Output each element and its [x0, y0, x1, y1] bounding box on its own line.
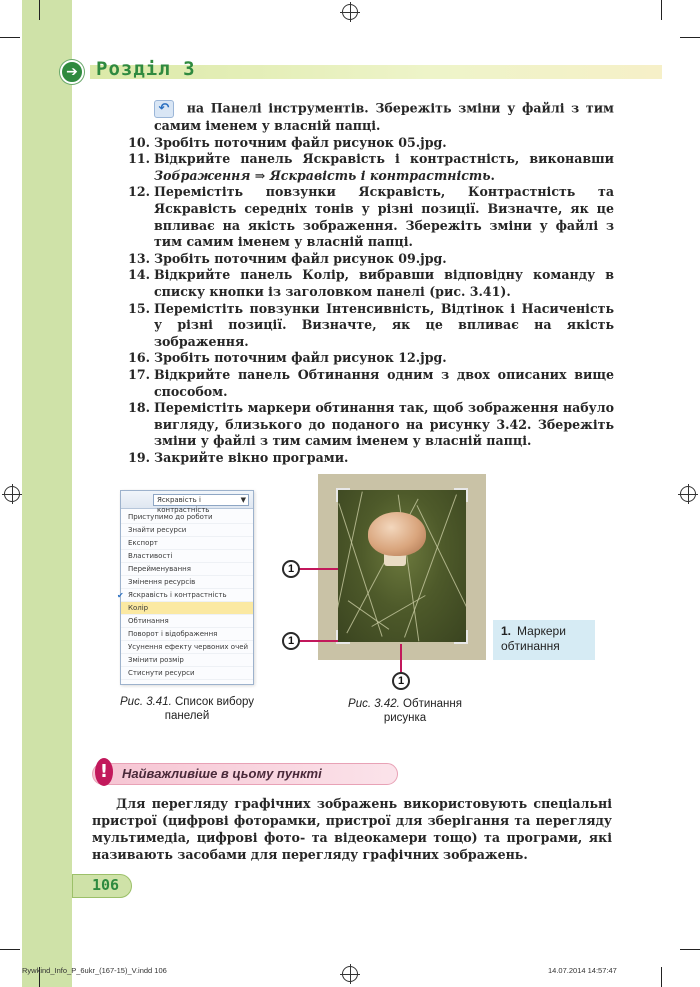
caption-text: Список вибору панелей — [164, 696, 254, 722]
figure-caption — [116, 695, 258, 723]
menu-path: Зображення ⇒ Яскравість і контрастність — [154, 167, 491, 183]
step-text: Перемістіть маркери обтинання так, щоб зображення набуло вигляду, близького до поданого на рисунку 3.42. Збережіть зміни у файлі з тим самим іменем у власній папці. — [154, 400, 614, 449]
panel-dropdown-value: Яскравість і контрастність — [157, 496, 210, 514]
list-number: 12. — [128, 184, 150, 200]
registration-mark-icon — [342, 4, 358, 20]
step-text: Відкрийте панель Колір, вибравши відповідну команду в списку кнопки із заголовком панелі (рис. 3.41). — [154, 267, 614, 299]
crop-mark — [680, 37, 700, 38]
callout-line — [298, 568, 338, 570]
side-margin-band — [22, 0, 72, 987]
step-text: Відкрийте панель Обтинання одним з двох описаних вище способом. — [154, 366, 614, 399]
section-header — [60, 60, 662, 84]
step-text: Відкрийте панель Яскравість і контрастність, виконавши — [154, 151, 614, 167]
summary-paragraph: Для перегляду графічних зображень використовують спеціальні пристрої (цифрові фоторамки, пристрої для зберігання та перегляду мультимедіа, цифрові фото- та відеокамери тощо) та програми, які називають засобами для перегляду графічних зображень. — [92, 796, 612, 862]
list-number: 11. — [128, 151, 150, 167]
legend-number: 1. — [501, 624, 512, 638]
chevron-down-icon: ▼ — [240, 496, 246, 504]
crop-mark — [0, 949, 20, 950]
crop-mark — [39, 0, 40, 20]
list-number: 13. — [128, 250, 150, 266]
crop-mark — [661, 0, 662, 20]
registration-mark-icon — [680, 486, 696, 502]
mushroom-cap — [368, 512, 426, 556]
crop-mark — [661, 967, 662, 987]
step-text: Зробіть поточним файл рисунок 12.jpg. — [154, 350, 447, 366]
menu-item[interactable]: Властивості — [121, 550, 253, 563]
step-text: Зробіть поточним файл рисунок 09.jpg. — [154, 250, 447, 266]
legend-box — [493, 620, 595, 660]
list-number: 18. — [128, 400, 150, 416]
menu-item-selected[interactable]: Колір — [121, 602, 253, 615]
menu-item[interactable]: Обтинання — [121, 615, 253, 628]
list-item — [118, 450, 614, 467]
list-number: 10. — [128, 134, 150, 150]
crop-marker[interactable] — [454, 488, 468, 502]
list-item — [118, 135, 614, 152]
panel-selection-figure — [117, 490, 254, 685]
steps-list — [118, 100, 614, 466]
registration-mark-icon — [342, 966, 358, 982]
list-item — [118, 184, 614, 250]
step-text: Закрийте вікно програми. — [154, 449, 349, 465]
list-item — [118, 251, 614, 268]
panel-dropdown[interactable] — [153, 494, 249, 514]
crop-marker[interactable] — [336, 488, 350, 502]
list-item — [118, 267, 614, 300]
menu-item[interactable]: Змінити розмір — [121, 654, 253, 667]
caption-label: Рис. 3.42. — [348, 698, 400, 710]
callout-marker: 1 — [392, 672, 410, 690]
print-footer-date: 14.07.2014 14:57:47 — [548, 966, 617, 975]
crop-marker[interactable] — [336, 630, 350, 644]
check-icon: ✔ — [117, 591, 124, 600]
crop-mark — [680, 949, 700, 950]
caption-text: Обтинання рисунка — [383, 698, 462, 724]
callout-marker: 1 — [282, 560, 300, 578]
arrow-right-icon: ➔ — [60, 60, 84, 84]
list-number: 14. — [128, 267, 150, 283]
menu-item[interactable]: Змінення ресурсів — [121, 576, 253, 589]
menu-item[interactable]: Стиснути ресурси — [121, 667, 253, 680]
crop-figure — [318, 474, 486, 660]
list-item — [118, 151, 614, 184]
list-number: 16. — [128, 350, 150, 366]
legend-text: Маркери обтинання — [501, 624, 566, 653]
important-title: Найважливіше в цьому пункті — [122, 766, 322, 781]
caption-label: Рис. 3.41. — [120, 696, 172, 708]
crop-mark — [0, 37, 20, 38]
undo-icon: ↶ — [154, 100, 174, 118]
menu-item-checked[interactable] — [117, 589, 253, 602]
registration-mark-icon — [4, 486, 20, 502]
callout-marker: 1 — [282, 632, 300, 650]
step-text: Перемістіть повзунки Інтенсивність, Відтінок і Насиченість у різні позиції. Визначте, як це впливає на якість зображення. — [154, 300, 614, 349]
menu-item[interactable]: Знайти ресурси — [121, 524, 253, 537]
step-text: Зробіть поточним файл рисунок 05.jpg. — [154, 134, 447, 150]
panel-header — [121, 491, 253, 514]
menu-item[interactable]: Перейменування — [121, 563, 253, 576]
list-item — [118, 350, 614, 367]
print-footer-file: Rywkind_Info_P_6ukr_(167-15)_V.indd 106 — [22, 966, 167, 975]
page-number: 106 — [92, 876, 120, 894]
list-number: 17. — [128, 366, 150, 382]
callout-line — [400, 644, 402, 674]
menu-item[interactable]: Експорт — [121, 537, 253, 550]
list-item — [118, 100, 614, 135]
figure-caption — [330, 697, 480, 725]
list-item — [118, 367, 614, 400]
crop-marker[interactable] — [454, 630, 468, 644]
menu-item[interactable]: Усунення ефекту червоних очей — [121, 641, 253, 654]
exclamation-icon: ! — [95, 758, 113, 786]
list-item — [118, 301, 614, 351]
step-text: Перемістіть повзунки Яскравість, Контрастність та Яскравість середніх тонів у різні позиції. Визначте, як це впливає на якість зображення. Збережіть зміни у файлі з тим самим іменем у власній папці. — [154, 184, 614, 250]
callout-line — [298, 640, 338, 642]
list-number: 19. — [128, 449, 150, 465]
section-title: Розділ 3 — [96, 58, 196, 80]
list-number: 15. — [128, 300, 150, 316]
mushroom-photo — [338, 490, 466, 642]
menu-item[interactable]: Приступимо до роботи — [121, 511, 253, 524]
list-item — [118, 400, 614, 450]
menu-item-label: Яскравість і контрастність — [128, 591, 227, 599]
step-text-end: . — [490, 167, 495, 183]
step-text: на Панелі інструментів. Збережіть зміни у файлі з тим самим іменем у власній папці. — [154, 100, 614, 133]
menu-item[interactable]: Поворот і відображення — [121, 628, 253, 641]
panel-menu — [117, 511, 253, 680]
